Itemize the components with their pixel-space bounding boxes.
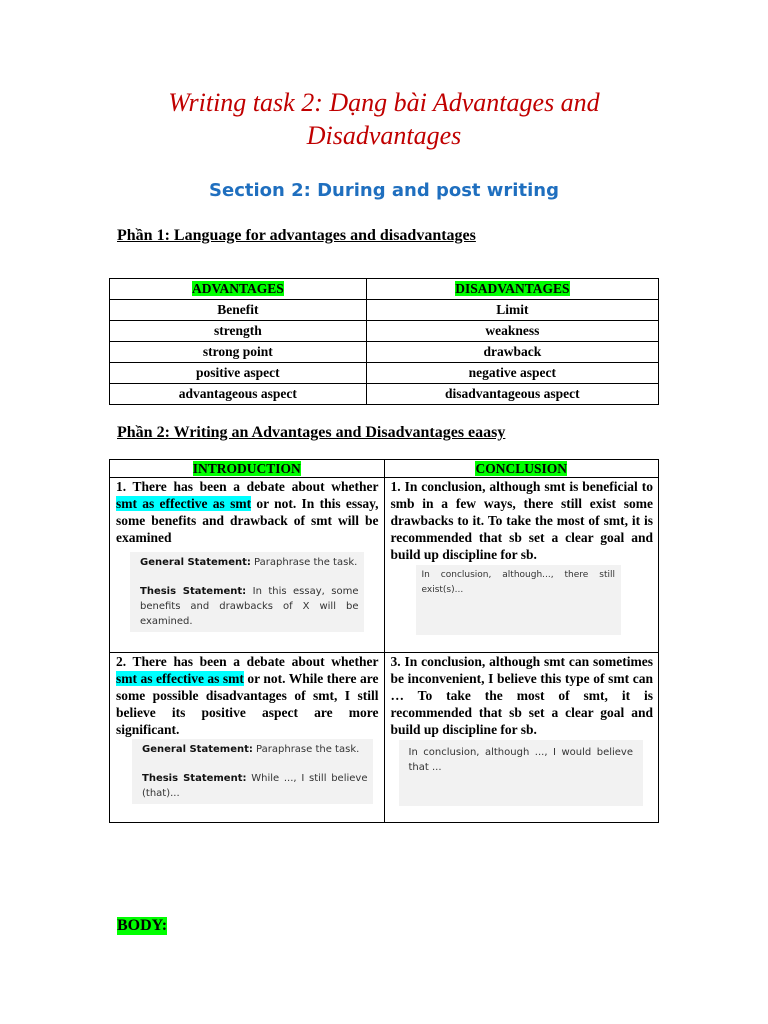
title-line-1: Writing task 2: Dạng bài Advantages and — [168, 88, 600, 117]
part2-heading: Phần 2: Writing an Advantages and Disadvantages eaasy — [117, 424, 506, 441]
general-statement-hint: General Statement: Paraphrase the task. — [140, 557, 358, 568]
conclusion-sample-1 — [384, 478, 659, 653]
disadvantage-cell: disadvantageous aspect — [366, 384, 658, 405]
intro-conclusion-header-row — [110, 460, 659, 478]
vocabulary-header-row — [110, 279, 659, 300]
conclusion-hint-box-2: In conclusion, although ..., I would believe that ... — [399, 740, 644, 806]
vocabulary-table — [109, 278, 659, 405]
introduction-hint-box-1 — [130, 552, 364, 632]
table-row — [110, 478, 659, 653]
conclusion-hint-box-1: In conclusion, although..., there still exist(s)... — [416, 565, 622, 635]
conclusion-text-1: 1. In conclusion, although smt is beneficial to smb in a few ways, there still exist some drawbacks to it. To take the most of smt, it is recommended that sb set a clear goal and build up discipline for sb. — [390, 479, 653, 562]
advantage-cell: strength — [110, 321, 367, 342]
disadvantage-cell: weakness — [366, 321, 658, 342]
table-row — [110, 384, 659, 405]
thesis-statement-hint: Thesis Statement: In this essay, some benefits and drawbacks of X will be examined. — [140, 586, 359, 627]
general-statement-hint: General Statement: Paraphrase the task. — [142, 744, 360, 755]
conclusion-text-2: 3. In conclusion, although smt can sometimes be inconvenient, I believe this type of smt can … To take the most of smt, it is recommended that sb set a clear goal and build up discipline for sb. — [390, 654, 653, 737]
thesis-statement-hint: Thesis Statement: While ..., I still believe (that)... — [142, 773, 368, 799]
conclusion-sample-2 — [384, 653, 659, 823]
introduction-sample-1 — [110, 478, 385, 653]
advantage-cell: strong point — [110, 342, 367, 363]
disadvantage-cell: negative aspect — [366, 363, 658, 384]
disadvantage-cell: Limit — [366, 300, 658, 321]
advantage-cell: Benefit — [110, 300, 367, 321]
disadvantages-header: DISADVANTAGES — [366, 279, 658, 300]
advantage-cell: advantageous aspect — [110, 384, 367, 405]
intro-conclusion-table — [109, 459, 659, 823]
table-row — [110, 363, 659, 384]
highlighted-phrase: smt as effective as smt — [116, 671, 244, 686]
introduction-text-1: 1. There has been a debate about whether smt as effective as smt or not. In this essay, some benefits and drawback of smt will be examined — [116, 479, 379, 545]
introduction-text-2: 2. There has been a debate about whether smt as effective as smt or not. While there are some possible disadvantages of smt, I still believe its positive aspect are more significant. — [116, 654, 379, 737]
advantage-cell: positive aspect — [110, 363, 367, 384]
introduction-header: INTRODUCTION — [110, 460, 385, 478]
disadvantage-cell: drawback — [366, 342, 658, 363]
highlighted-phrase: smt as effective as smt — [116, 496, 252, 511]
body-label: BODY: — [117, 917, 168, 934]
conclusion-header: CONCLUSION — [384, 460, 659, 478]
document-title — [0, 86, 768, 152]
advantages-header: ADVANTAGES — [110, 279, 367, 300]
table-row — [110, 653, 659, 823]
introduction-sample-2 — [110, 653, 385, 823]
part1-heading: Phần 1: Language for advantages and disadvantages — [117, 227, 476, 244]
section-heading: Section 2: During and post writing — [209, 180, 559, 201]
table-row — [110, 342, 659, 363]
introduction-hint-box-2 — [132, 739, 373, 804]
table-row — [110, 321, 659, 342]
title-line-2: Disadvantages — [306, 121, 462, 150]
table-row — [110, 300, 659, 321]
